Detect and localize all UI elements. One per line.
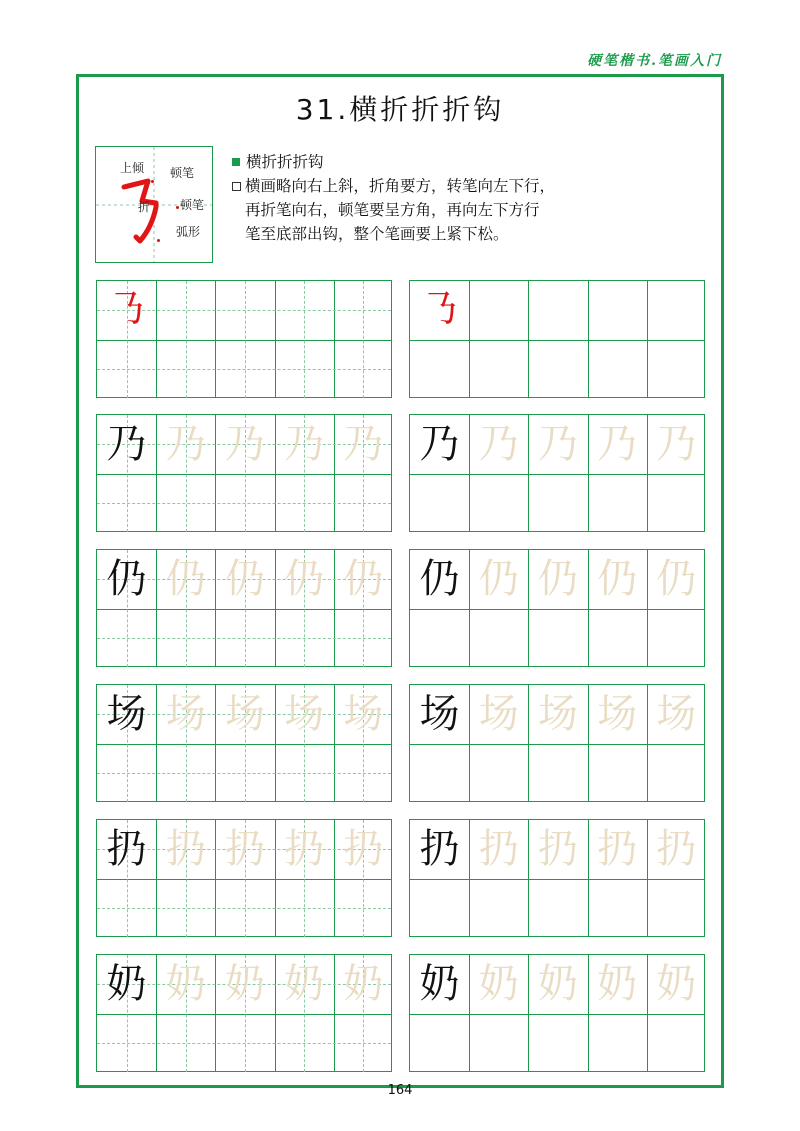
guide-line [363,281,364,398]
model-character: 奶 [106,961,147,1007]
practice-grid [409,684,705,802]
model-character: ㇡ [106,287,147,333]
grid-cell[interactable] [528,879,587,938]
page-number: 164 [387,1083,413,1098]
grid-cell[interactable] [410,609,469,668]
grid-cell[interactable] [528,744,587,803]
trace-character: 扔 [597,826,638,872]
trace-character: 扔 [537,826,578,872]
model-character: 场 [106,691,147,737]
practice-grid [96,280,392,398]
trace-character: 仍 [165,556,206,602]
trace-character: 扔 [478,826,519,872]
page-header: 硬笔楷书.笔画入门 [587,53,722,69]
grid-cell[interactable] [588,474,647,533]
trace-character: 乃 [537,421,578,467]
model-character: 场 [419,691,460,737]
practice-grid [96,954,392,1072]
trace-character: 场 [224,691,265,737]
guide-line [97,503,391,504]
trace-character: 奶 [343,961,384,1007]
grid-cell[interactable] [588,744,647,803]
grid-cell[interactable] [647,281,706,340]
grid-cell[interactable] [410,340,469,399]
grid-cell[interactable] [469,474,528,533]
trace-character: 奶 [165,961,206,1007]
trace-character: 乃 [165,421,206,467]
grid-cell[interactable] [469,1014,528,1073]
practice-grid [409,280,705,398]
grid-cell[interactable] [469,879,528,938]
grid-cell[interactable] [410,474,469,533]
trace-character: 扔 [284,826,325,872]
trace-character: 场 [656,691,697,737]
trace-character: 场 [597,691,638,737]
model-character: 乃 [419,421,460,467]
practice-grid [409,954,705,1072]
model-character: 扔 [106,826,147,872]
grid-cell[interactable] [588,340,647,399]
grid-cell[interactable] [528,281,587,340]
guide-line [245,281,246,398]
annotation-line [232,198,555,222]
diagram-label-pause-top: 顿笔 [170,166,195,180]
annotation-line [232,174,555,198]
diagram-label-tilt: 上倾 [120,161,145,175]
trace-character: 奶 [656,961,697,1007]
annotation-heading: 横折折折钩 [246,153,324,171]
grid-cell[interactable] [588,879,647,938]
trace-character: 仍 [537,556,578,602]
guide-line [304,281,305,398]
trace-character: 场 [478,691,519,737]
grid-cell[interactable] [647,609,706,668]
trace-character: 仍 [656,556,697,602]
guide-line [97,773,391,774]
grid-cell[interactable] [528,1014,587,1073]
grid-cell[interactable] [588,281,647,340]
trace-character: 扔 [224,826,265,872]
trace-character: 仍 [284,556,325,602]
diagram-label-arc: 弧形 [176,225,201,239]
stroke-diagram [95,146,213,263]
trace-character: 乃 [284,421,325,467]
guide-line [97,638,391,639]
guide-line [186,281,187,398]
grid-cell[interactable] [528,340,587,399]
grid-cell[interactable] [647,1014,706,1073]
grid-cell[interactable] [647,474,706,533]
diagram-label-fold: 折 [138,200,151,214]
diagram-marker [176,206,179,209]
trace-character: 扔 [656,826,697,872]
practice-grid [409,414,705,532]
trace-character: 扔 [165,826,206,872]
grid-cell[interactable] [469,609,528,668]
grid-cell[interactable] [469,340,528,399]
trace-character: 场 [537,691,578,737]
model-character: 仍 [106,556,147,602]
trace-character: 场 [343,691,384,737]
bullet-box-icon [232,182,241,191]
page-title: 31.横折折折钩 [295,93,505,126]
trace-character: 奶 [478,961,519,1007]
trace-character: 乃 [224,421,265,467]
model-character: 奶 [419,961,460,1007]
grid-cell[interactable] [528,474,587,533]
trace-character: 场 [284,691,325,737]
guide-line [97,908,391,909]
grid-cell[interactable] [410,879,469,938]
trace-character: 奶 [537,961,578,1007]
grid-cell[interactable] [469,281,528,340]
annotation-text: 笔至底部出钩，整个笔画要上紧下松。 [245,225,509,243]
trace-character: 乃 [656,421,697,467]
trace-character: 奶 [597,961,638,1007]
trace-character: 乃 [478,421,519,467]
bullet-square-icon [232,158,240,166]
grid-cell[interactable] [588,1014,647,1073]
grid-cell[interactable] [528,609,587,668]
grid-cell[interactable] [647,744,706,803]
diagram-marker [151,180,154,183]
grid-cell[interactable] [469,744,528,803]
annotation-text: 横画略向右上斜，折角要方，转笔向左下行， [245,177,556,195]
trace-character: 乃 [597,421,638,467]
grid-cell[interactable] [647,340,706,399]
grid-cell[interactable] [410,1014,469,1073]
model-character: ㇡ [419,287,460,333]
trace-character: 场 [165,691,206,737]
model-character: 仍 [419,556,460,602]
trace-character: 仍 [478,556,519,602]
trace-character: 奶 [224,961,265,1007]
stroke-annotation [232,150,555,246]
diagram-marker [157,239,160,242]
grid-cell[interactable] [588,609,647,668]
practice-grid [96,684,392,802]
model-character: 扔 [419,826,460,872]
practice-grid [96,819,392,937]
model-character: 乃 [106,421,147,467]
practice-grid [96,414,392,532]
trace-character: 扔 [343,826,384,872]
trace-character: 奶 [284,961,325,1007]
guide-line [97,369,391,370]
practice-grid [409,819,705,937]
diagram-label-pause-mid: 顿笔 [180,198,205,212]
annotation-text: 再折笔向右，顿笔要呈方角，再向左下方行 [245,201,540,219]
guide-line [97,1043,391,1044]
annotation-line [232,222,555,246]
practice-grid [96,549,392,667]
grid-cell[interactable] [410,744,469,803]
trace-character: 仍 [343,556,384,602]
practice-grid [409,549,705,667]
annotation-heading-row [232,150,555,174]
trace-character: 乃 [343,421,384,467]
trace-character: 仍 [597,556,638,602]
trace-character: 仍 [224,556,265,602]
grid-cell[interactable] [647,879,706,938]
